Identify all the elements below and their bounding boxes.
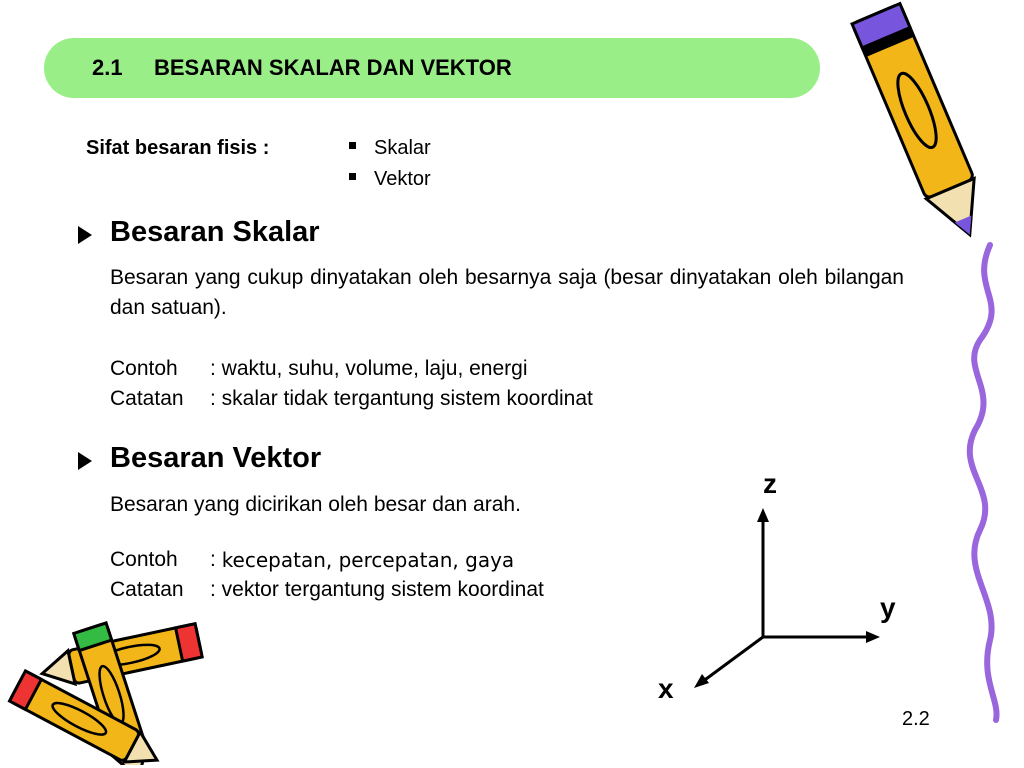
y-axis-label: y	[880, 592, 896, 623]
scalar-example	[110, 354, 593, 414]
arrow-bullet-icon	[78, 226, 92, 244]
page-title: BESARAN SKALAR DAN VEKTOR	[154, 55, 512, 80]
properties-label: Sifat besaran fisis :	[86, 137, 270, 159]
vector-example	[110, 545, 544, 605]
scalar-heading: Besaran Skalar	[110, 216, 320, 248]
example-colon: :	[210, 548, 216, 571]
list-item-label: Skalar	[374, 137, 431, 159]
section-number: 2.1	[92, 55, 123, 80]
pencil-decoration-icon	[850, 0, 1024, 768]
squiggle-line-icon	[970, 245, 997, 720]
list-item-label: Vektor	[374, 168, 431, 190]
note-value: : skalar tidak tergantung sistem koordinat	[210, 387, 593, 410]
z-axis-label: z	[763, 468, 777, 499]
page-number: 2.2	[902, 708, 930, 730]
list-item	[349, 137, 431, 160]
example-value: : waktu, suhu, volume, laju, energi	[210, 357, 528, 380]
note-value: : vektor tergantung sistem koordinat	[210, 578, 544, 601]
example-label: Contoh	[110, 357, 178, 380]
example-value: kecepatan, percepatan, gaya	[221, 548, 515, 572]
x-axis-label: x	[658, 673, 674, 704]
bullet-square-icon	[349, 173, 356, 180]
scalar-definition: Besaran yang cukup dinyatakan oleh besarnya saja (besar dinyatakan oleh bilangan dan satuan).	[110, 266, 904, 319]
vector-heading: Besaran Vektor	[110, 442, 322, 474]
vector-definition: Besaran yang dicirikan oleh besar dan arah.	[110, 493, 521, 516]
arrow-bullet-icon	[78, 452, 92, 470]
bullet-square-icon	[349, 142, 356, 149]
x-axis	[702, 637, 763, 682]
pencils-decoration-icon	[0, 615, 210, 765]
example-label: Contoh	[110, 548, 178, 571]
x-axis-arrowhead-icon	[694, 674, 709, 688]
list-item	[349, 168, 431, 191]
note-label: Catatan	[110, 387, 184, 410]
note-label: Catatan	[110, 578, 184, 601]
z-axis-arrowhead-icon	[757, 508, 769, 522]
